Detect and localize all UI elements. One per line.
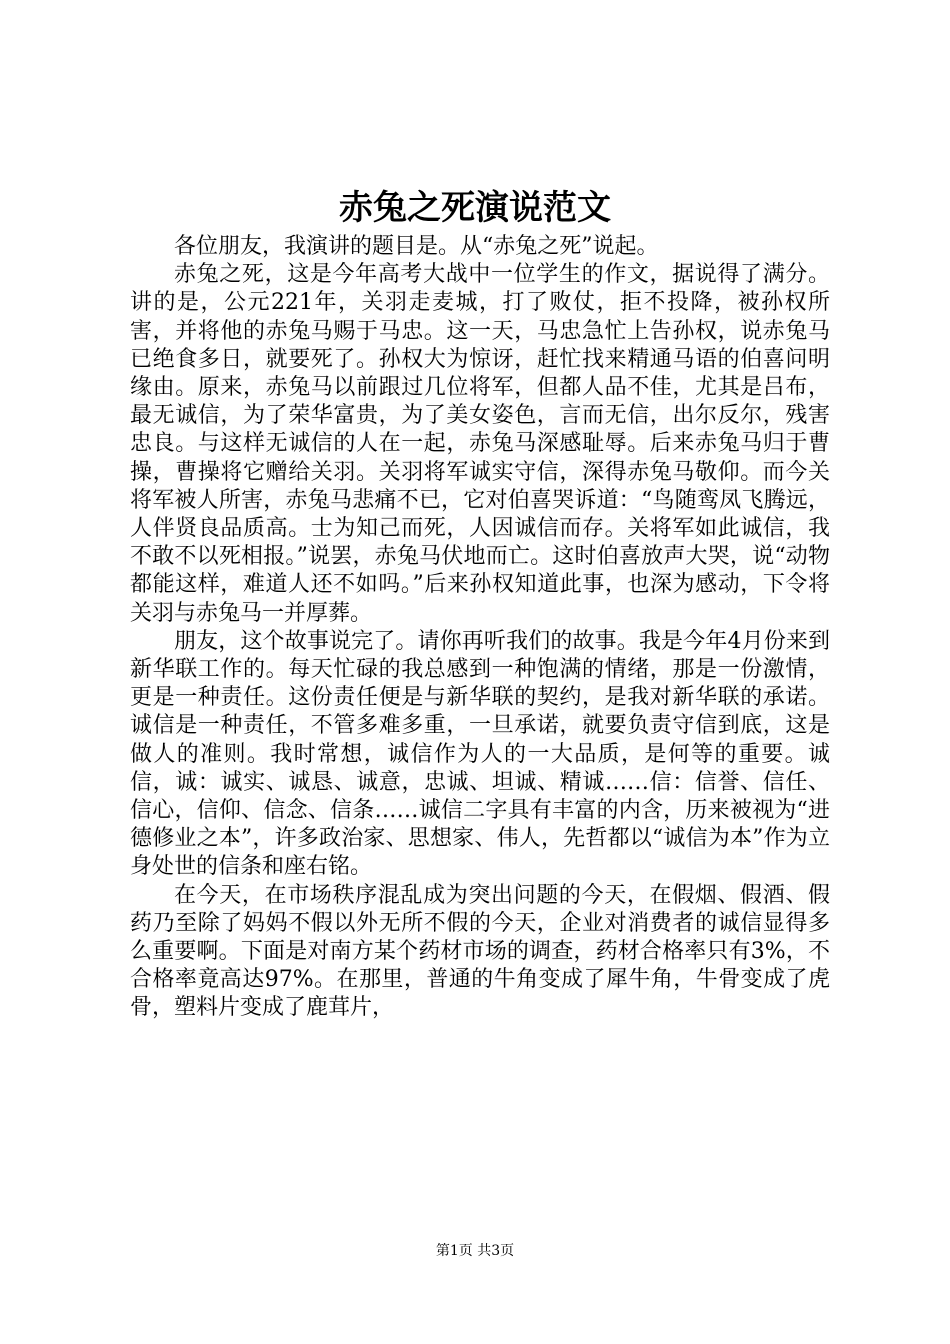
document-body bbox=[130, 233, 830, 1023]
paragraph-1: 各位朋友，我演讲的题目是。从“赤兔之死”说起。 bbox=[174, 234, 659, 259]
page-footer: 第1页 共3页 bbox=[435, 1243, 515, 1259]
paragraph-4: 在今天，在市场秩序混乱成为突出问题的今天，在假烟、假酒、假药乃至除了妈妈不假以外无所不假的今天，企业对消费者的诚信显得多么重要啊。下面是对南方某个药材市场的调查，药材合格率只有3%，不合格率竟高达97%。在那里，普通的牛角变成了犀牛角，牛骨变成了虎骨，塑料片变成了鹿茸片， bbox=[130, 882, 830, 1021]
paragraph-3: 朋友，这个故事说完了。请你再听我们的故事。我是今年4月份来到新华联工作的。每天忙碌的我总感到一种饱满的情绪，那是一份激情，更是一种责任。这份责任便是与新华联的契约，是我对新华联的承诺。诚信是一种责任，不管多难多重，一旦承诺，就要负责守信到底，这是做人的准则。我时常想，诚信作为人的一大品质，是何等的重要。诚信，诚：诚实、诚恳、诚意，忠诚、坦诚、精诚……信：信誉、信任、信心，信仰、信念、信条……诚信二字具有丰富的内含，历来被视为“进德修业之本”，许多政治家、思想家、伟人，先哲都以“诚信为本”作为立身处世的信条和座右铭。 bbox=[130, 628, 830, 880]
document-title: 赤兔之死演说范文 bbox=[339, 188, 611, 228]
paragraph-2: 赤兔之死，这是今年高考大战中一位学生的作文，据说得了满分。讲的是，公元221年，关羽走麦城，打了败仗，拒不投降，被孙权所害，并将他的赤兔马赐于马忠。这一天，马忠急忙上告孙权，说赤兔马已绝食多日，就要死了。孙权大为惊讶，赶忙找来精通马语的伯喜问明缘由。原来，赤兔马以前跟过几位将军，但都人品不佳，尤其是吕布，最无诚信，为了荣华富贵，为了美女姿色，言而无信，出尔反尔，残害忠良。与这样无诚信的人在一起，赤兔马深感耻辱。后来赤兔马归于曹操，曹操将它赠给关羽。关羽将军诚实守信，深得赤兔马敬仰。而今关将军被人所害，赤兔马悲痛不已，它对伯喜哭诉道：“鸟随鸾凤飞腾远，人伴贤良品质高。士为知己而死，人因诚信而存。关将军如此诚信，我不敢不以死相报。”说罢，赤兔马伏地而亡。这时伯喜放声大哭，说“动物都能这样，难道人还不如吗。”后来孙权知道此事，也深为感动，下令将关羽与赤兔马一并厚葬。 bbox=[130, 262, 830, 626]
